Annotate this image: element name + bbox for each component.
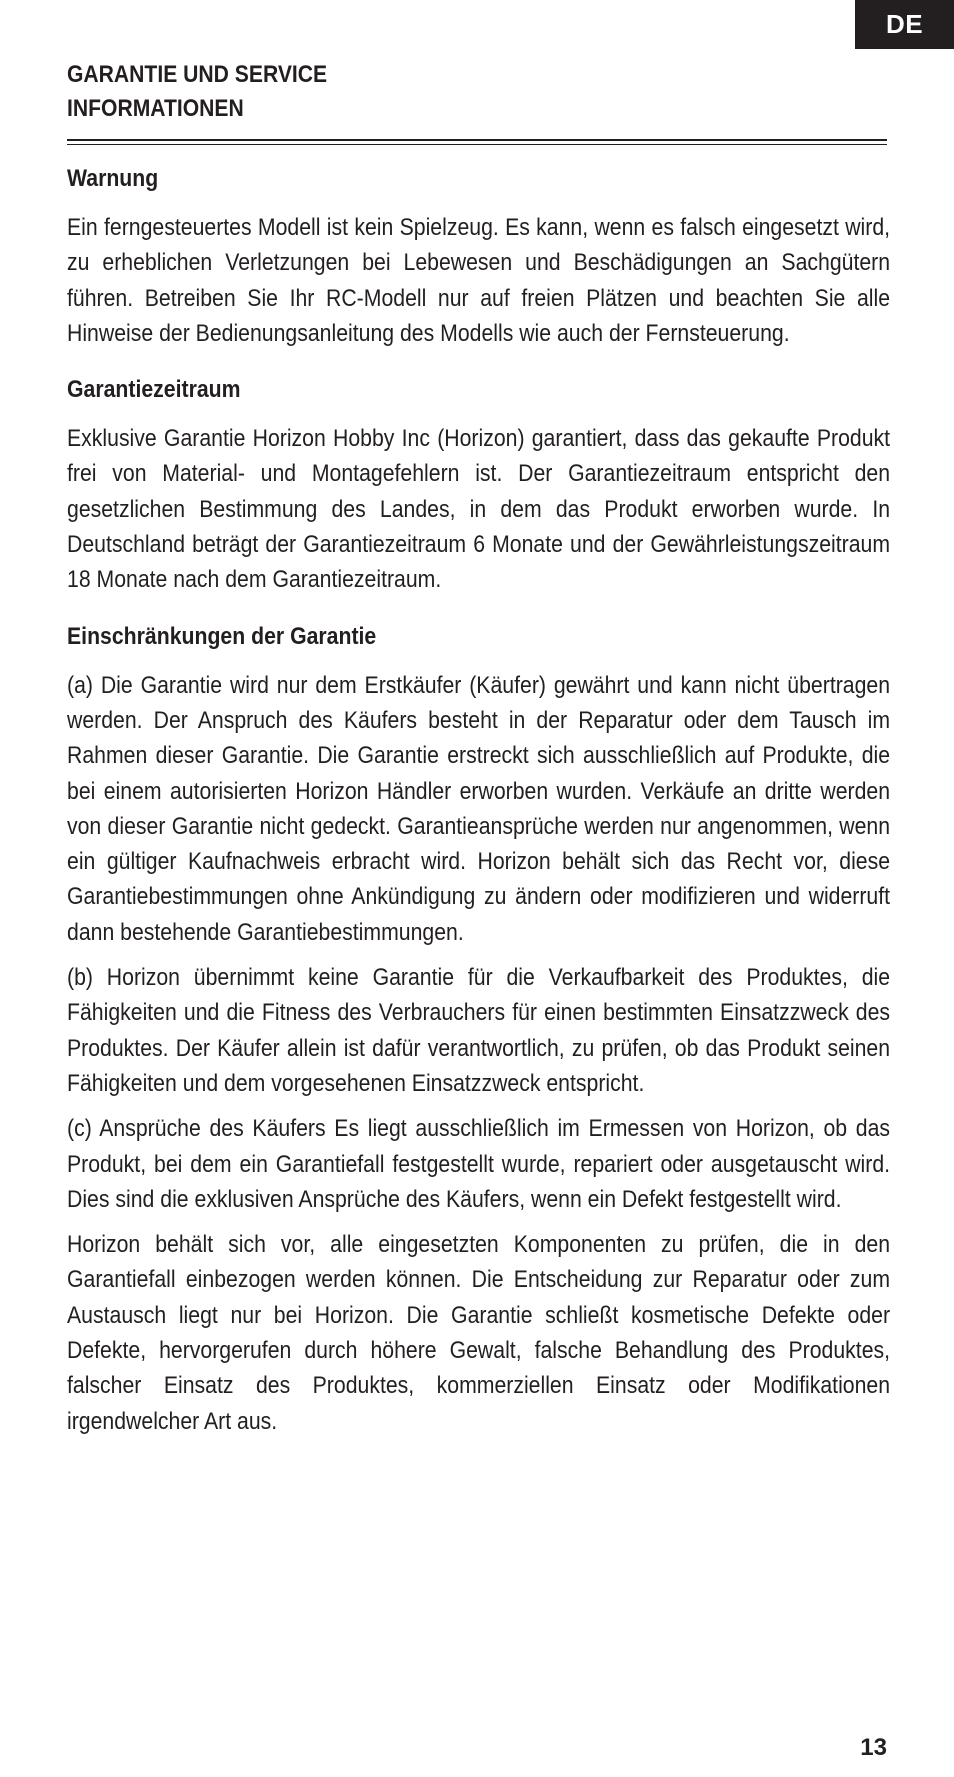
paragraph-d: Horizon behält sich vor, alle eingesetzten Komponenten zu prüfen, die in den Garantiefall einbezogen werden können. Die Entscheidung zur Reparatur oder zum Austausch liegt nur bei Horizon. Die Garantie schließt kosmetische Defekte oder Defekte, hervorgerufen durch höhere Gewalt, falsche Behandlung des Produktes, falscher Einsatz des Produktes, kommerziellen Einsatz oder Modifikationen irgendwelcher Art aus. xyxy=(67,1231,891,1435)
paragraph: Ein ferngesteuertes Modell ist kein Spielzeug. Es kann, wenn es falsch eingesetzt wird, zu erheblichen Verletzungen bei Lebewesen und Beschädigungen an Sachgütern führen. Betreiben Sie Ihr RC-Modell nur auf freien Plätzen und beachten Sie alle Hinweise der Bedienungsanleitung des Modells wie auch der Fernsteuerung. xyxy=(67,214,891,347)
document-body xyxy=(67,160,890,1439)
paragraph-c: (c) Ansprüche des Käufers Es liegt ausschließlich im Ermessen von Horizon, ob das Produkt, bei dem ein Garantiefall festgestellt wurde, repariert oder ausgetauscht wird. Dies sind die exklusiven Ansprüche des Käufers, wenn ein Defekt festgestellt wird. xyxy=(67,1115,891,1213)
section-heading: Warnung xyxy=(67,165,159,192)
page-title xyxy=(67,58,507,126)
section-warnung xyxy=(67,160,890,351)
paragraph-b: (b) Horizon übernimmt keine Garantie für die Verkaufbarkeit des Produktes, die Fähigkeiten und die Fitness des Verbrauchers für einen bestimmten Einsatzzweck des Produktes. Der Käufer allein ist dafür verantwortlich, zu prüfen, ob das Produkt seinen Fähigkeiten und dem vorgesehenen Einsatzzweck entspricht. xyxy=(67,964,891,1097)
section-heading: Garantiezeitraum xyxy=(67,376,241,404)
section-garantiezeitraum xyxy=(67,371,890,597)
title-divider xyxy=(67,139,887,145)
section-einschraenkungen xyxy=(67,618,890,1439)
section-heading: Einschränkungen der Garantie xyxy=(67,622,377,650)
page-number: 13 xyxy=(860,1734,887,1761)
language-tab-label: DE xyxy=(885,9,924,39)
page-title-line-1: GARANTIE UND SERVICE xyxy=(67,61,328,88)
page-title-line-2: INFORMATIONEN xyxy=(67,95,244,122)
paragraph: Exklusive Garantie Horizon Hobby Inc (Horizon) garantiert, dass das gekaufte Produkt frei von Material- und Montagefehlern ist. Der Garantiezeitraum entspricht den gesetzlichen Bestimmung des Landes, in dem das Produkt erworben wurde. In Deutschland beträgt der Garantiezeitraum 6 Monate und der Gewährleistungszeitraum 18 Monate nach dem Garantiezeitraum. xyxy=(67,425,891,594)
paragraph-a: (a) Die Garantie wird nur dem Erstkäufer (Käufer) gewährt und kann nicht übertragen werden. Der Anspruch des Käufers besteht in der Reparatur oder dem Tausch im Rahmen dieser Garantie. Die Garantie erstreckt sich ausschließlich auf Produkte, die bei einem autorisierten Horizon Händler erworben wurden. Verkäufe an dritte werden von dieser Garantie nicht gedeckt. Garantieansprüche werden nur angenommen, wenn ein gültiger Kaufnachweis erbracht wird. Horizon behält sich das Recht vor, diese Garantiebestimmungen ohne Ankündigung zu ändern oder modifizieren und widerruft dann bestehende Garantiebestimmungen. xyxy=(67,671,891,946)
language-tab xyxy=(855,0,954,49)
